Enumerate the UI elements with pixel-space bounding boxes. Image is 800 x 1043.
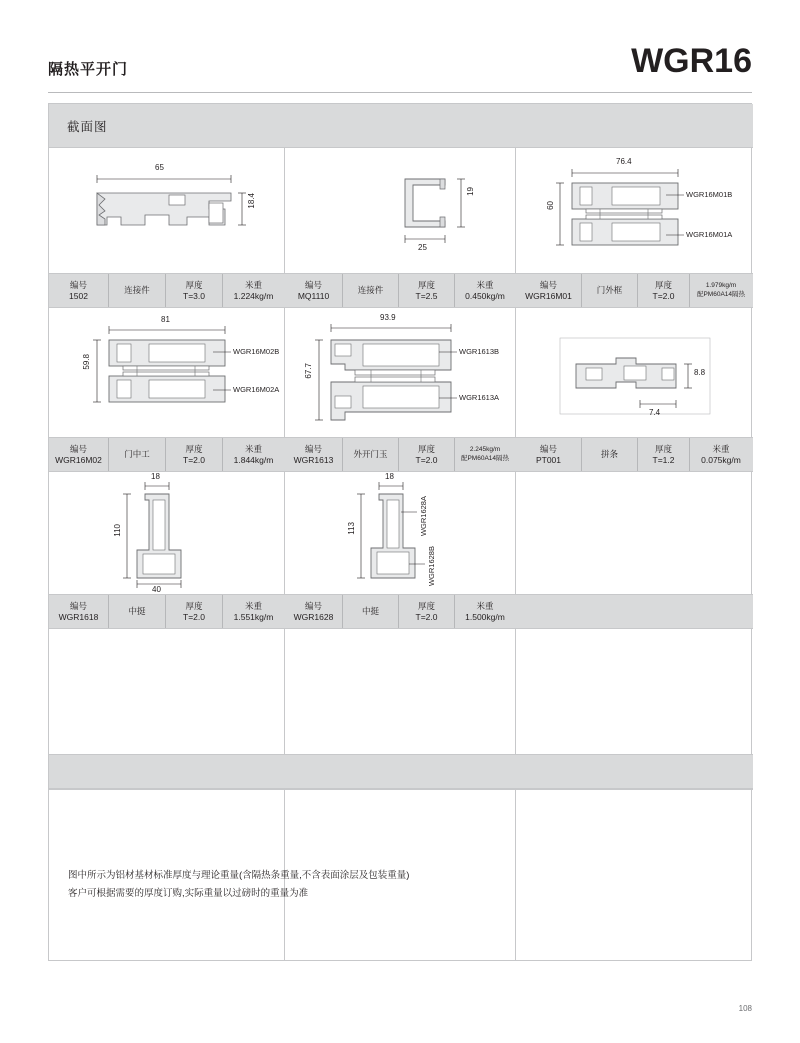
- spec-code: [49, 595, 109, 628]
- dimension-label: 81: [161, 315, 170, 324]
- spec-code-label: 编号: [69, 279, 87, 290]
- spec-row-pt001: [516, 438, 752, 471]
- spec-code-value: WGR1628: [293, 611, 334, 622]
- section-title: 截面图: [67, 119, 108, 134]
- spec-thickness-label: 厚度: [654, 443, 672, 454]
- spec-thickness-value: T=1.2: [652, 454, 675, 465]
- spec-code-value: WGR16M02: [55, 454, 102, 465]
- part-label: WGR1613B: [459, 347, 500, 356]
- spec-thickness-label: 厚度: [417, 600, 435, 611]
- spec-weight-value: 0.450kg/m: [465, 290, 505, 301]
- spec-thickness: [638, 274, 690, 307]
- section-title-band: [49, 104, 753, 148]
- spec-type: [109, 595, 166, 628]
- spec-row-wgr1628: [285, 595, 515, 628]
- drawing-pt001: [516, 308, 752, 437]
- spec-thickness: [166, 595, 223, 628]
- spec-weight: [455, 438, 515, 471]
- spec-weight-label: 米重: [476, 600, 494, 611]
- page-header: [48, 42, 752, 92]
- spec-band-1: [49, 273, 753, 308]
- spec-weight: [455, 274, 515, 307]
- spec-weight: [690, 438, 752, 471]
- spec-code-label: 编号: [304, 279, 322, 290]
- spec-code: [285, 274, 343, 307]
- spec-code-label: 编号: [304, 600, 322, 611]
- spec-type: [582, 274, 638, 307]
- drawing-empty-row: [49, 629, 753, 754]
- spec-weight: [223, 438, 284, 471]
- part-label: WGR16M01A: [686, 230, 733, 239]
- dimension-label: 60: [546, 201, 555, 210]
- spec-type: [343, 595, 399, 628]
- note-divider: [49, 789, 753, 790]
- spec-row-wgr16m01: [516, 274, 752, 307]
- dimension-label: 18: [385, 472, 394, 481]
- spec-band-4-empty: [49, 754, 753, 789]
- page-title: 隔热平开门: [48, 61, 129, 78]
- spec-code-value: MQ1110: [297, 290, 330, 301]
- spec-type-value: 门中工: [124, 449, 150, 460]
- spec-weight-value: 1.224kg/m: [233, 290, 274, 301]
- spec-code: [49, 274, 109, 307]
- spec-code: [516, 438, 582, 471]
- drawing-1502: [49, 149, 284, 273]
- spec-type-value: 中挺: [128, 606, 146, 617]
- spec-row-wgr16m02: [49, 438, 284, 471]
- spec-code: [285, 595, 343, 628]
- dimension-label: 19: [466, 187, 475, 196]
- dimension-label: 25: [418, 243, 427, 252]
- spec-code-value: WGR16M01: [525, 290, 572, 301]
- part-label: WGR1628B: [427, 546, 436, 587]
- spec-weight-value: 2.245kg/m: [469, 446, 501, 454]
- spec-type: [343, 274, 399, 307]
- spec-type: [582, 438, 638, 471]
- spec-code: [516, 274, 582, 307]
- spec-code-label: 编号: [539, 279, 557, 290]
- profile-table: [48, 103, 752, 961]
- spec-weight-value: 1.979kg/m: [705, 282, 737, 290]
- spec-row-mq1110: [285, 274, 515, 307]
- spec-type-value: 连接件: [124, 285, 150, 296]
- spec-thickness-label: 厚度: [417, 443, 435, 454]
- drawing-wgr16m01: [516, 149, 752, 273]
- spec-thickness: [399, 595, 455, 628]
- spec-type-value: 中挺: [361, 606, 379, 617]
- spec-band-3: [49, 594, 753, 629]
- spec-weight-label: 米重: [244, 443, 262, 454]
- spec-weight-label: 米重: [244, 600, 262, 611]
- spec-type-value: 连接件: [357, 285, 384, 296]
- drawing-wgr1618: [49, 472, 284, 594]
- spec-code-value: 1502: [69, 290, 88, 301]
- spec-thickness: [166, 438, 223, 471]
- spec-type-value: 外开门玉: [353, 449, 388, 460]
- dimension-label: 65: [155, 163, 164, 172]
- spec-thickness-value: T=2.0: [183, 454, 205, 465]
- spec-code-label: 编号: [69, 600, 87, 611]
- spec-row-1502: [49, 274, 284, 307]
- dimension-label: 7.4: [649, 408, 661, 417]
- drawing-wgr1613: [285, 308, 515, 437]
- spec-weight-label: 米重: [244, 279, 262, 290]
- spec-code: [49, 438, 109, 471]
- header-divider: [48, 92, 752, 93]
- spec-thickness: [399, 438, 455, 471]
- spec-weight-value: 1.500kg/m: [465, 611, 505, 622]
- spec-weight: [690, 274, 752, 307]
- spec-weight-note: 配PM60A14隔热: [460, 454, 510, 462]
- spec-code-value: WGR1613: [293, 454, 334, 465]
- spec-code-label: 编号: [304, 443, 322, 454]
- spec-code-label: 编号: [69, 443, 87, 454]
- note-line-1: 图中所示为铝材基材标准厚度与理论重量(含隔热条重量,不含表面涂层及包装重量): [68, 870, 410, 881]
- spec-thickness-label: 厚度: [654, 279, 672, 290]
- spec-row-empty: [516, 595, 752, 628]
- drawing-mq1110: [285, 149, 515, 273]
- spec-type-value: 门外框: [596, 285, 623, 296]
- spec-code-value: PT001: [535, 454, 562, 465]
- spec-thickness-label: 厚度: [185, 443, 203, 454]
- spec-weight: [455, 595, 515, 628]
- spec-thickness: [399, 274, 455, 307]
- dimension-label: 18: [151, 472, 160, 481]
- spec-thickness-value: T=3.0: [183, 290, 205, 301]
- part-label: WGR16M02B: [233, 347, 280, 356]
- series-code: WGR16: [631, 42, 752, 80]
- spec-thickness-label: 厚度: [417, 279, 435, 290]
- spec-thickness: [166, 274, 223, 307]
- dimension-label: 113: [347, 522, 356, 535]
- spec-thickness-value: T=2.0: [415, 454, 438, 465]
- spec-weight: [223, 274, 284, 307]
- dimension-label: 40: [152, 585, 161, 594]
- spec-weight-label: 米重: [476, 279, 494, 290]
- spec-thickness-label: 厚度: [185, 279, 203, 290]
- drawing-wgr1628: [285, 472, 515, 594]
- spec-thickness-value: T=2.0: [652, 290, 675, 301]
- dimension-label: 59.8: [82, 354, 91, 370]
- note-line-2: 客户可根据需要的厚度订购,实际重量以过磅时的重量为准: [68, 888, 309, 900]
- footer-note: [68, 867, 668, 903]
- spec-type-value: 拼条: [600, 449, 618, 460]
- spec-type: [109, 438, 166, 471]
- part-label: WGR1628A: [419, 496, 428, 537]
- spec-row-wgr1618: [49, 595, 284, 628]
- spec-code-label: 编号: [539, 443, 557, 454]
- spec-thickness: [638, 438, 690, 471]
- spec-thickness-value: T=2.0: [183, 611, 205, 622]
- drawing-wgr16m02: [49, 308, 284, 437]
- spec-weight-value: 1.551kg/m: [233, 611, 274, 622]
- spec-type: [343, 438, 399, 471]
- spec-row-wgr1613: [285, 438, 515, 471]
- dimension-label: 110: [113, 524, 122, 537]
- dimension-label: 93.9: [380, 313, 396, 322]
- spec-code: [285, 438, 343, 471]
- spec-weight-label: 米重: [712, 443, 730, 454]
- page-number: 108: [738, 1004, 752, 1013]
- spec-weight-value: 1.844kg/m: [233, 454, 274, 465]
- dimension-label: 8.8: [694, 368, 706, 377]
- spec-thickness-value: T=2.0: [415, 611, 438, 622]
- dimension-label: 76.4: [616, 157, 632, 166]
- dimension-label: 67.7: [304, 363, 313, 379]
- dimension-label: 18.4: [247, 193, 256, 209]
- spec-thickness-label: 厚度: [185, 600, 203, 611]
- spec-code-value: WGR1618: [58, 611, 99, 622]
- spec-type: [109, 274, 166, 307]
- part-label: WGR16M02A: [233, 385, 280, 394]
- part-label: WGR16M01B: [686, 190, 733, 199]
- spec-band-2: [49, 437, 753, 472]
- spec-weight-note: 配PM60A14隔热: [696, 290, 746, 298]
- spec-weight-value: 0.075kg/m: [701, 454, 741, 465]
- spec-weight: [223, 595, 284, 628]
- part-label: WGR1613A: [459, 393, 500, 402]
- spec-thickness-value: T=2.5: [415, 290, 438, 301]
